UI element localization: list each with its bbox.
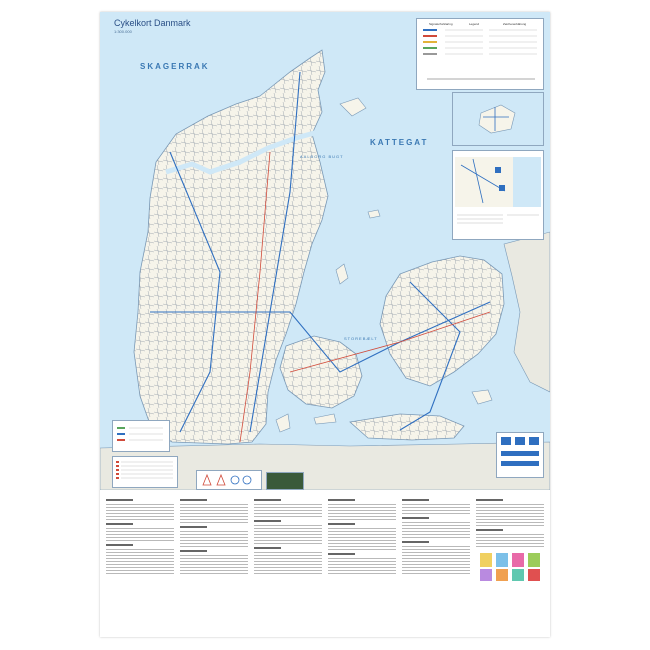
route-legend-symbols <box>113 421 169 451</box>
route-signs <box>497 433 543 477</box>
national-routes-list <box>113 457 177 487</box>
map-title: Cykelkort Danmark <box>114 18 191 28</box>
sea-label-storebaelt: STOREBÆLT <box>344 336 378 341</box>
legend-panel <box>416 18 544 90</box>
bornholm-map <box>453 93 543 145</box>
text-column-5 <box>402 496 470 632</box>
aero-island <box>314 414 336 424</box>
denmark-map[interactable] <box>100 12 550 490</box>
text-column-1 <box>106 496 174 632</box>
anholt-island <box>368 210 380 218</box>
text-column-2 <box>180 496 248 632</box>
legend-heading-en: Legend <box>469 22 480 26</box>
route-signs-legend <box>496 432 544 478</box>
cycle-signs <box>197 471 261 489</box>
map-scale: 1:300.000 <box>114 29 132 34</box>
route-legend-box <box>112 420 170 452</box>
cycle-signs-strip <box>196 470 262 490</box>
samso-island <box>336 264 348 284</box>
intersection-illustration <box>266 472 304 490</box>
map-poster <box>100 12 550 637</box>
info-text-area <box>100 490 550 637</box>
legend-heading-de: Zeichenerklärung <box>503 22 527 26</box>
laeso-island <box>340 98 366 116</box>
legend-symbols <box>417 19 543 89</box>
bornholm-inset[interactable] <box>452 92 544 146</box>
map-series-thumbnails <box>476 549 544 585</box>
text-column-3 <box>254 496 322 632</box>
national-routes-box <box>112 456 178 488</box>
sea-label-kattegat: KATTEGAT <box>370 138 429 147</box>
legend-heading-da: Signaturforklaring <box>429 22 453 26</box>
sweden-coast <box>504 232 550 392</box>
mon-island <box>472 390 492 404</box>
copenhagen-map <box>453 151 543 239</box>
text-column-4 <box>328 496 396 632</box>
text-column-6 <box>476 496 544 632</box>
sea-label-skagerrak: SKAGERRAK <box>140 62 210 71</box>
copenhagen-inset[interactable] <box>452 150 544 240</box>
sea-label-aalborg-bugt: AALBORG BUGT <box>300 154 344 159</box>
als-island <box>276 414 290 432</box>
